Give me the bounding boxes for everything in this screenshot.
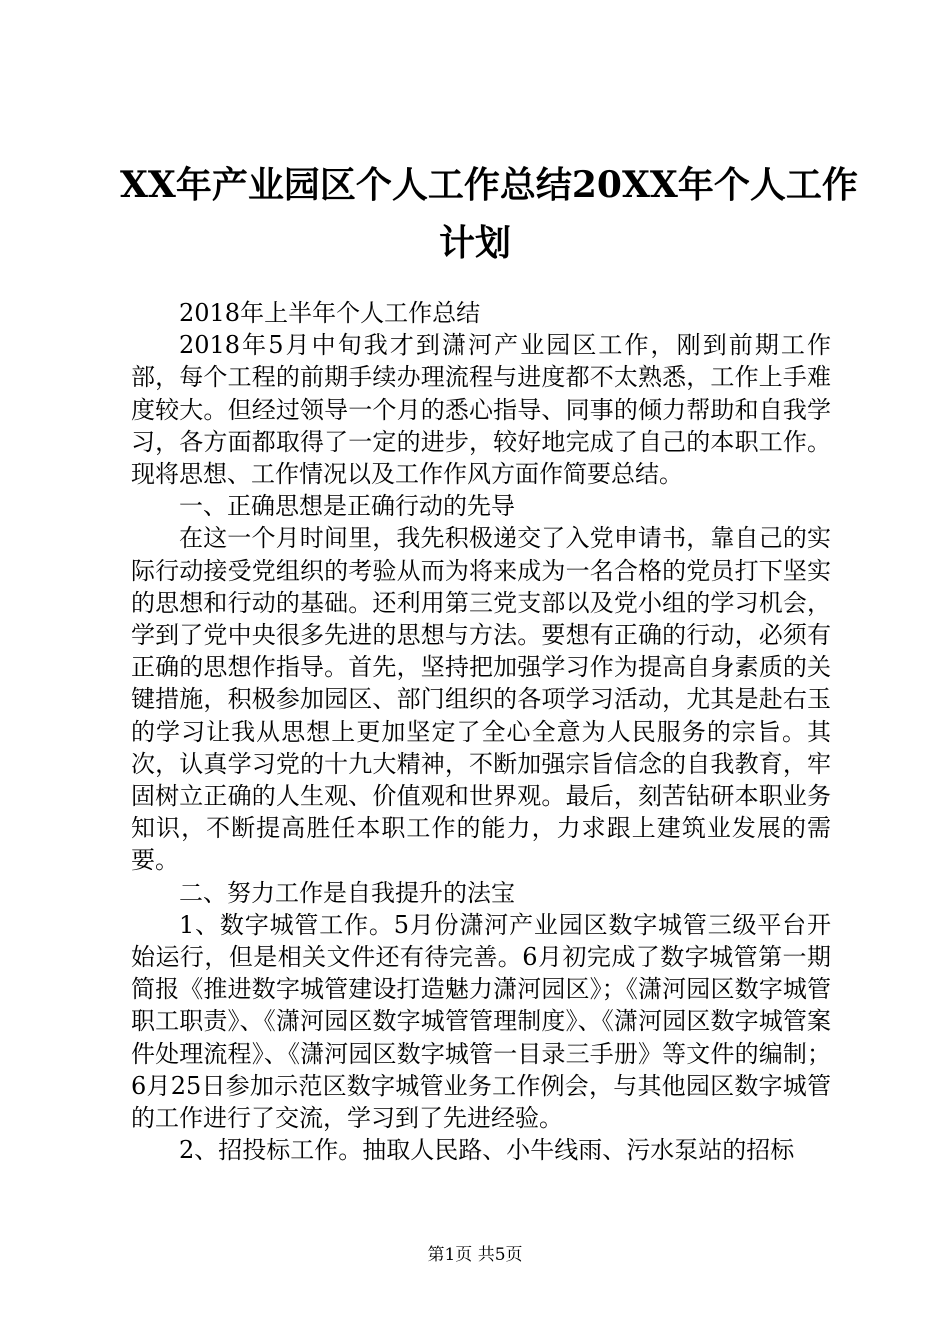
paragraph-bidding: 2、招投标工作。抽取人民路、小牛线雨、污水泵站的招标: [179, 1136, 795, 1165]
paragraph-heading-summary: 2018年上半年个人工作总结: [179, 299, 481, 327]
document-title-line-1: XX年产业园区个人工作总结20XX年个人工作: [120, 164, 858, 206]
page-footer: 第1页 共5页: [427, 1245, 523, 1265]
section-heading-1: 一、正确思想是正确行动的先导: [179, 492, 515, 521]
document-title-line-2: 计划: [438, 222, 511, 264]
paragraph-digital-management: 1、数字城管工作。5月份潇河产业园区数字城管三级平台开始运行，但是相关文件还有待完善。6月初完成了数字城管第一期简报《推进数字城管建设打造魅力潇河园区》；《潇河园区数字城管职工职责》、《潇河园区数字城管管理制度》、《潇河园区数字城管案件处理流程》、《潇河园区数字城管一目录三手册》等文件的编制；6月25日参加示范区数字城管业务工作例会，与其他园区数字城管的工作进行了交流，学习到了先进经验。: [131, 910, 831, 1133]
section-heading-2: 二、努力工作是自我提升的法宝: [179, 878, 515, 907]
document-body: [131, 297, 831, 1166]
paragraph-section-1: 在这一个月时间里，我先积极递交了入党申请书，靠自己的实际行动接受党组织的考验从而为将来成为一名合格的党员打下坚实的思想和行动的基础。还利用第三党支部以及党小组的学习机会，学到了党中央很多先进的思想与方法。要想有正确的行动，必须有正确的思想作指导。首先，坚持把加强学习作为提高自身素质的关键措施，积极参加园区、部门组织的各项学习活动，尤其是赴右玉的学习让我从思想上更加坚定了全心全意为人民服务的宗旨。其次，认真学习党的十九大精神，不断加强宗旨信念的自我教育，牢固树立正确的人生观、价值观和世界观。最后，刻苦钻研本职业务知识，不断提高胜任本职工作的能力，力求跟上建筑业发展的需要。: [131, 524, 831, 875]
paragraph-intro: 2018年5月中旬我才到潇河产业园区工作，刚到前期工作部，每个工程的前期手续办理流程与进度都不太熟悉，工作上手难度较大。但经过领导一个月的悉心指导、同事的倾力帮助和自我学习，各方面都取得了一定的进步，较好地完成了自己的本职工作。现将思想、工作情况以及工作作风方面作简要总结。: [131, 331, 831, 489]
